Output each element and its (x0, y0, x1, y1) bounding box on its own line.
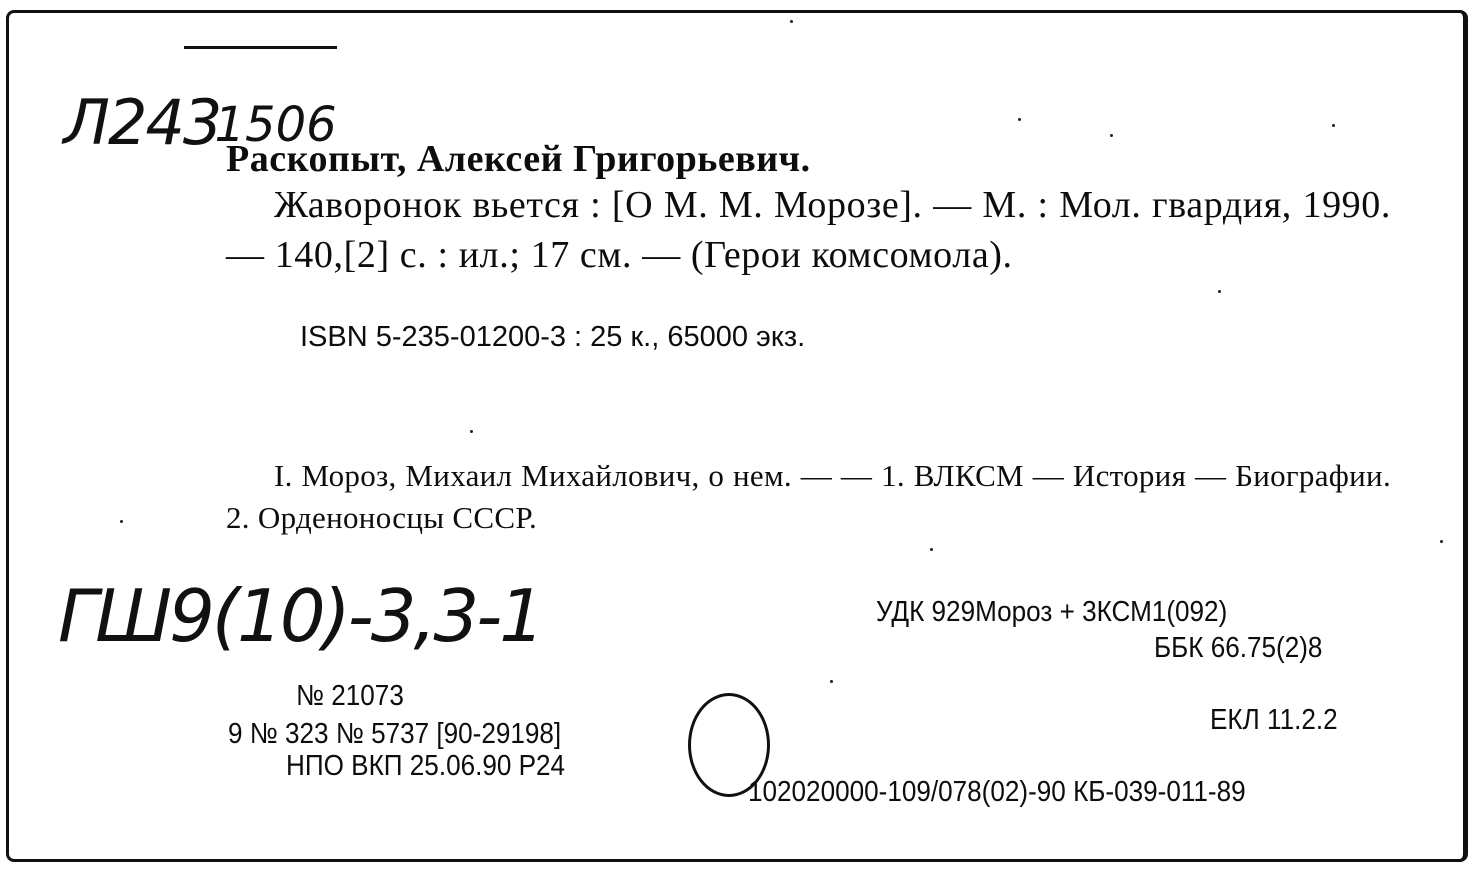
title-description: Жаворонок вьется : [О М. М. Морозе]. — М. : Мол. гвардия, 1990. — 140,[2] с. : ил.; 17 см. — (Герои комсомола). (226, 184, 1391, 276)
speck (1110, 134, 1113, 137)
print-order-line: 9 № 323 № 5737 [90-29198] (228, 718, 562, 750)
speck (470, 430, 473, 433)
subject-headings: I. Мороз, Михаил Михайлович, о нем. — — 1. ВЛКСМ — История — Биографии. 2. Орденоносцы СССР. (226, 458, 1391, 535)
isbn-line: ISBN 5-235-01200-3 : 25 к., 65000 экз. (300, 321, 806, 353)
call-number-sub-handwritten (184, 46, 337, 153)
speck (1218, 290, 1221, 293)
call-number-top: Л243 (63, 86, 221, 159)
call-number-sub: 1506 (214, 97, 337, 153)
speck (790, 20, 793, 23)
speck (1332, 124, 1335, 127)
udk-line: УДК 929Мороз + 3КСМ1(092) (876, 596, 1228, 628)
catalog-code-line: 102020000-109/078(02)-90 КБ-039-011-89 (748, 776, 1246, 808)
speck (1440, 540, 1443, 543)
ekl-line: ЕКЛ 11.2.2 (1210, 704, 1338, 736)
speck (830, 680, 833, 683)
speck (1018, 118, 1021, 121)
bbk-line: ББК 66.75(2)8 (1154, 632, 1323, 664)
speck (120, 520, 123, 523)
author-heading: Раскопыт, Алексей Григорьевич. (226, 138, 811, 180)
speck (930, 548, 933, 551)
inventory-number: № 21073 (296, 680, 404, 712)
npo-line: НПО ВКП 25.06.90 Р24 (286, 750, 566, 782)
shelf-code-handwritten: ГШ9(10)-3,3-1 (58, 574, 542, 658)
